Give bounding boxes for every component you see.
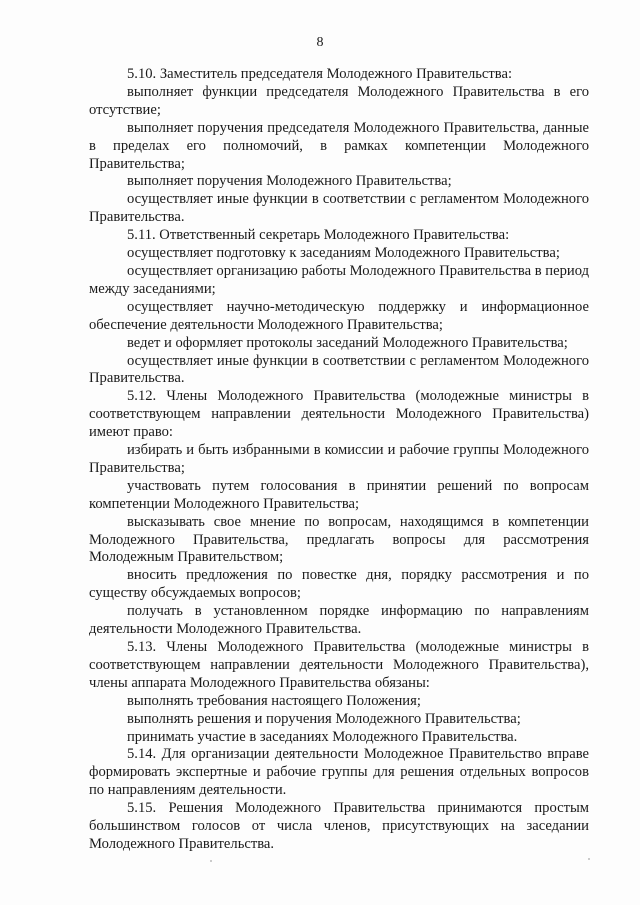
scan-speck [588,858,590,860]
paragraph: осуществляет подготовку к заседаниям Молодежного Правительства; [127,245,560,262]
section-5-12-heading: 5.12. Члены Молодежного Правительства (молодежные министры в соответствующем направлении деятельности Молодежного Правительства) имеют право: [89,388,589,441]
paragraph: выполняет поручения председателя Молодежного Правительства, данные в пределах его полномочий, в рамках компетенции Молодежного Правительства; [89,119,589,172]
paragraph: осуществляет научно-методическую поддержку и информационное обеспечение деятельности Молодежного Правительства; [89,298,589,333]
paragraph: осуществляет организацию работы Молодежного Правительства в период между заседаниями; [89,262,589,297]
paragraph: осуществляет иные функции в соответствии с регламентом Молодежного Правительства. [89,191,589,226]
section-5-11-heading: 5.11. Ответственный секретарь Молодежного Правительства: [127,227,510,244]
section-5-15: 5.15. Решения Молодежного Правительства принимаются простым большинством голосов от числа членов, присутствующих на заседании Молодежного Правительства. [89,800,589,852]
paragraph: выполняет функции председателя Молодежного Правительства в его отсутствие; [89,83,589,118]
paragraph: высказывать свое мнение по вопросам, находящимся в компетенции Молодежного Правительства, предлагать вопросы для рассмотрения Молодежным Правительством; [89,513,589,566]
paragraph: выполнять решения и поручения Молодежного Правительства; [127,710,521,727]
section-5-13-heading: 5.13. Члены Молодежного Правительства (молодежные министры в соответствующем направлении деятельности Молодежного Правительства), члены аппарата Молодежного Правительства обязаны: [89,639,589,691]
section-5-10-heading: 5.10. Заместитель председателя Молодежного Правительства: [127,66,513,82]
document-body [89,66,589,854]
paragraph: выполнять требования настоящего Положения; [127,692,421,709]
paragraph: ведет и оформляет протоколы заседаний Молодежного Правительства; [127,334,568,351]
section-5-14: 5.14. Для организации деятельности Молодежное Правительство вправе формировать экспертные и рабочие группы для решения отдельных вопросов по направлениям деятельности. [89,746,589,799]
scan-speck [210,860,212,862]
paragraph: принимать участие в заседаниях Молодежного Правительства. [127,728,518,745]
paragraph: избирать и быть избранными в комиссии и рабочие группы Молодежного Правительства; [89,442,589,476]
paragraph: участвовать путем голосования в принятии решений по вопросам компетенции Молодежного Правительства; [89,477,589,512]
paragraph: получать в установленном порядке информацию по направлениям деятельности Молодежного Правительства. [89,603,589,638]
paragraph: выполняет поручения Молодежного Правительства; [127,173,452,190]
paragraph: осуществляет иные функции в соответствии с регламентом Молодежного Правительства. [89,352,589,387]
paragraph: вносить предложения по повестке дня, порядку рассмотрения и по существу обсуждаемых вопросов; [89,567,589,602]
page-number: 8 [316,35,324,50]
